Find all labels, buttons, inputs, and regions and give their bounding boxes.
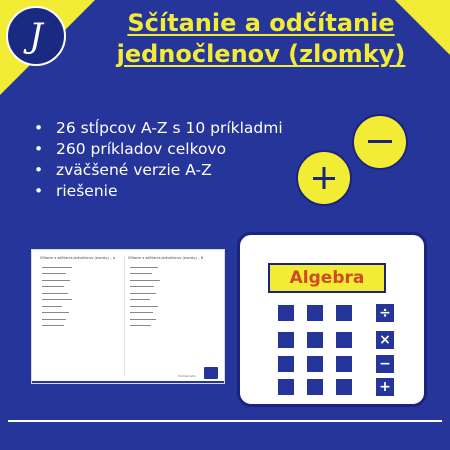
worksheet-row [40,323,124,330]
worksheet-footer: Mathematik [178,374,196,378]
feature-item: • riešenie [34,182,284,201]
title-line-2: jednočlenov (zlomky) [116,40,406,68]
feature-item: • 260 príkladov celkovo [34,140,284,159]
calculator-screen [268,263,386,293]
worksheet-preview [32,250,224,383]
minus-key-icon [376,355,394,373]
calculator-key [278,305,294,321]
minus-badge-icon [352,114,408,170]
worksheet-row [128,323,212,330]
calculator-key [336,356,352,372]
worksheet-column-left [40,256,124,329]
calculator-key [307,305,323,321]
calculator-key [307,332,323,348]
multiply-key-icon [376,331,394,349]
feature-list [34,119,284,203]
calculator-key [307,356,323,372]
logo-letter: J [29,16,43,56]
worksheet-footer-bar [32,381,224,383]
worksheet-column-right [128,256,212,329]
calculator-key [278,332,294,348]
divide-symbol: ÷ [379,305,391,321]
plus-key-icon [376,378,394,396]
worksheet-divider [124,256,125,376]
logo-j-icon [6,6,66,66]
mini-calculator-icon [204,367,218,379]
calculator-key [278,379,294,395]
calculator-icon [237,232,427,407]
divide-key-icon [376,304,394,322]
bottom-divider [8,420,442,422]
minus-symbol: − [379,356,391,372]
minus-icon [365,127,395,157]
worksheet-header-right: Sčítanie a odčítanie jednočlenov (zlomky)... B [128,256,204,260]
multiply-symbol: × [379,332,391,348]
calculator-key [336,332,352,348]
calculator-screen-label: Algebra [289,268,365,288]
plus-symbol: + [379,379,391,395]
feature-item: • zväčšené verzie A-Z [34,161,284,180]
plus-icon [309,163,339,193]
calculator-key [336,379,352,395]
feature-item: • 26 stĺpcov A-Z s 10 príkladmi [34,119,284,138]
calculator-key [336,305,352,321]
worksheet-header-left: Sčítanie a odčítanie jednočlenov (zlomky)... A [40,256,116,260]
page-title [96,8,426,70]
title-line-1: Sčítanie a odčítanie [127,9,395,37]
plus-badge-icon [296,150,352,206]
calculator-key [307,379,323,395]
calculator-key [278,356,294,372]
